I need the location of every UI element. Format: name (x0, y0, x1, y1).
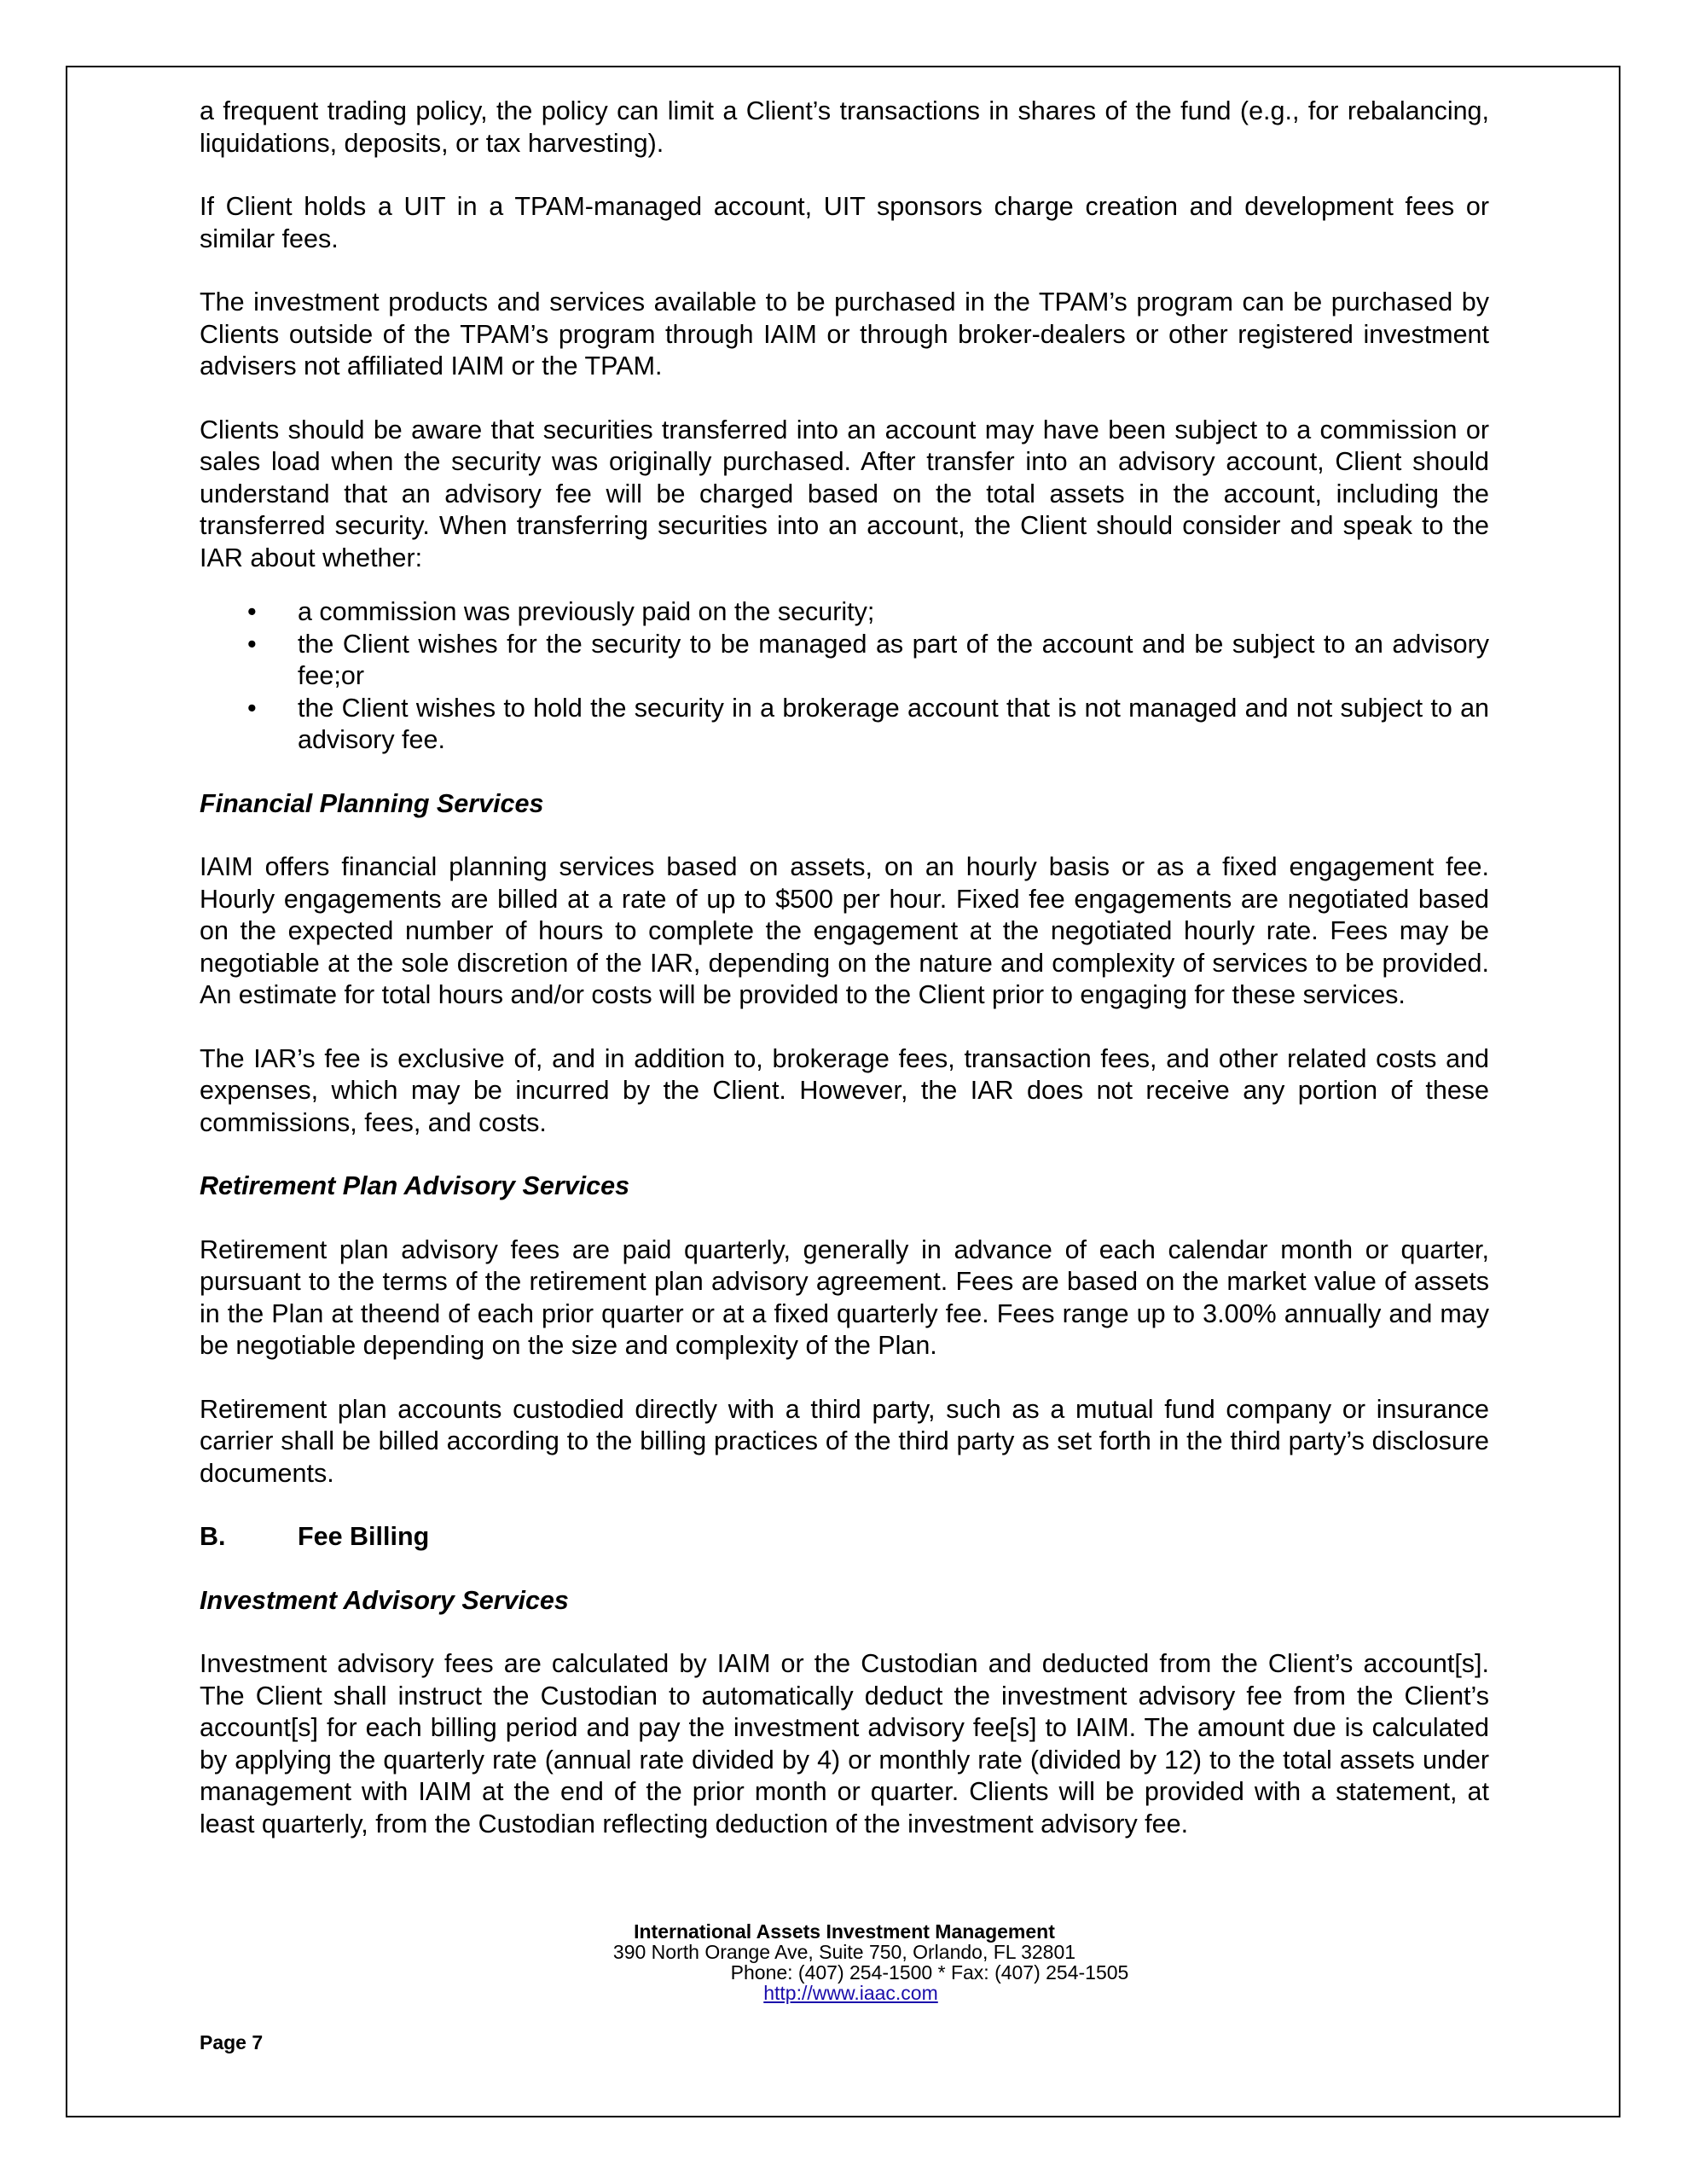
page-footer (200, 1921, 1489, 2003)
paragraph: Retirement plan accounts custodied directly with a third party, such as a mutual fund company or insurance carrier shall be billed according to the billing practices of the third party as set forth in the third party’s disclosure documents. (200, 1394, 1489, 1488)
paragraph: Clients should be aware that securities transferred into an account may have been subject to a commission or sales load when the security was originally purchased. After transfer into an advisory account, Client should understand that an advisory fee will be charged based on the total assets in the account, including the transferred security. When transferring securities into an account, the Client should consider and speak to the IAR about whether: (200, 415, 1489, 572)
paragraph: a frequent trading policy, the policy can limit a Client’s transactions in shares of the fund (e.g., for rebalancing, liquidations, deposits, or tax harvesting). (200, 96, 1489, 158)
list-item: • the Client wishes for the security to be managed as part of the account and be subject to an advisory fee;or (247, 629, 1489, 690)
list-item: • a commission was previously paid on the security; (200, 596, 1489, 629)
section-heading-financial-planning: Financial Planning Services (200, 788, 544, 818)
paragraph: Investment advisory fees are calculated by IAIM or the Custodian and deducted from the Client’s account[s]. The Client shall instruct the Custodian to automatically deduct the investment advisory fee from the Client’s account[s] for each billing period and pay the investment advisory fee[s] to IAIM. The amount due is calculated by applying the quarterly rate (annual rate divided by 4) or monthly rate (divided by 12) to the total assets under management with IAIM at the end of the prior month or quarter. Clients will be provided with a statement, at least quarterly, from the Custodian reflecting deduction of the investment advisory fee. (200, 1649, 1489, 1838)
footer-company: International Assets Investment Management (634, 1920, 1055, 1943)
paragraph: The IAR’s fee is exclusive of, and in addition to, brokerage fees, transaction fees, and other related costs and expenses, which may be incurred by the Client. However, the IAR does not receive any portion of these commissions, fees, and costs. (200, 1043, 1489, 1137)
document-body (200, 96, 1489, 1872)
section-letter: B. (200, 1522, 226, 1551)
paragraph: The investment products and services available to be purchased in the TPAM’s program can be purchased by Clients outside of the TPAM’s program through IAIM or through broker-dealers or other registered investment advisers not affiliated IAIM or the TPAM. (200, 288, 1489, 380)
bullet-icon: • (247, 693, 257, 723)
section-heading-fee-billing (200, 1521, 1489, 1554)
section-heading-retirement-plan: Retirement Plan Advisory Services (200, 1171, 630, 1200)
section-title: Fee Billing (298, 1522, 430, 1551)
paragraph: If Client holds a UIT in a TPAM-managed account, UIT sponsors charge creation and development fees or similar fees. (200, 192, 1489, 253)
bullet-list (200, 596, 1489, 757)
footer-phone: Phone: (407) 254-1500 * Fax: (407) 254-1505 (730, 1961, 1129, 1984)
footer-address: 390 North Orange Ave, Suite 750, Orlando, FL 32801 (612, 1941, 1076, 1963)
page-number: Page 7 (200, 2031, 264, 2053)
paragraph: IAIM offers financial planning services based on assets, on an hourly basis or as a fixed engagement fee. Hourly engagements are billed at a rate of up to $500 per hour. Fixed fee engagements are negotiated based on the expected number of hours to complete the engagement at the negotiated hourly rate. Fees may be negotiable at the sole discretion of the IAR, depending on the nature and complexity of services to be provided. An estimate for total hours and/or costs will be provided to the Client prior to engaging for these services. (200, 852, 1489, 1009)
bullet-icon: • (247, 597, 257, 626)
paragraph: Retirement plan advisory fees are paid quarterly, generally in advance of each calendar month or quarter, pursuant to the terms of the retirement plan advisory agreement. Fees are based on the market value of assets in the Plan at theend of each prior quarter or at a fixed quarterly fee. Fees range up to 3.00% annually and may be negotiable depending on the size and complexity of the Plan. (200, 1234, 1489, 1360)
list-item: • the Client wishes to hold the security in a brokerage account that is not managed and not subject to an advisory fee. (247, 693, 1489, 754)
footer-website-link[interactable]: http://www.iaac.com (763, 1982, 938, 2004)
bullet-icon: • (247, 629, 257, 659)
section-heading-investment-advisory: Investment Advisory Services (200, 1585, 569, 1615)
